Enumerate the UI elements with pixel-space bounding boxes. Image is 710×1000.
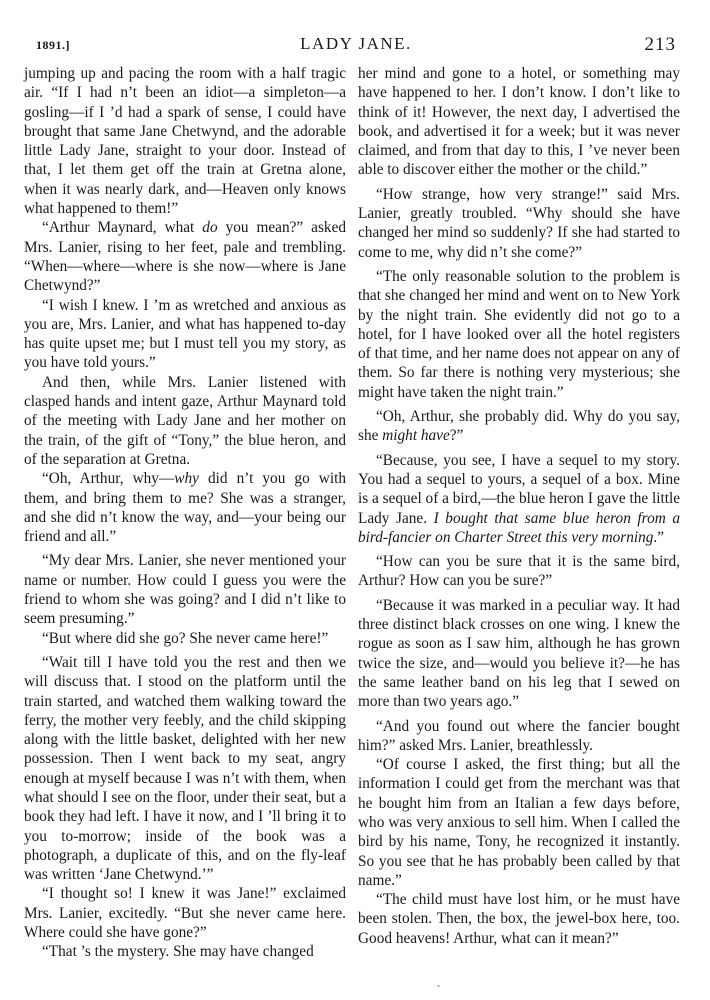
paragraph: “Oh, Arthur, she probably did. Why do you say, she might have?” [358,408,680,445]
paragraph: “The child must have lost him, or he must have been stolen. Then, the box, the jewel-box here, too. Good heavens! Arthur, what can it mean?” [358,891,680,947]
paragraph: “Because it was marked in a peculiar way. It had three distinct black crosses on one wing. I knew the rogue as soon as I saw him, although he has grown twice the size, and—would you believe it?—he has the same leather band on his leg that I sewed on more than two years ago.” [358,596,680,711]
paragraph: “Arthur Maynard, what do you mean?” asked Mrs. Lanier, rising to her feet, pale and trembling. “When—where—where is she now—where is Jane Chetwynd?” [24,219,347,295]
right-column [358,64,680,948]
emphasis: I bought that same blue heron from a bird-fancier on Charter Street this very morning [358,509,680,546]
paragraph: “Oh, Arthur, why—why did n’t you go with them, and bring them to me? She was a stranger, and she did n’t know the way, and—your being our friend and all.” [24,470,347,546]
print-speck [437,985,440,987]
paragraph-continued: her mind and gone to a hotel, or something may have happened to her. I don’t know. I don’t like to think of it! However, the next day, I advertised the book, and advertised it for a week; but it was never claimed, and from that day to this, I ’ve never been able to discover either the mother or the child.” [358,65,680,179]
paragraph: “My dear Mrs. Lanier, she never mentioned your name or number. How could I guess you were the friend to whom she was going? and I did n’t like to seem presuming.” [24,552,346,628]
paragraph: And then, while Mrs. Lanier listened with clasped hands and intent gaze, Arthur Maynard told of the meeting with Lady Jane and her mother on the train, of the gift of “Tony,” the blue heron, and of the separation at Gretna. [24,373,346,468]
page-number: 213 [644,34,676,55]
paragraph: “I wish I knew. I ’m as wretched and anxious as you are, Mrs. Lanier, and what has happened to-day has quite upset me; but I must tell you my story, as you have told yours.” [24,296,346,372]
paragraph: “Wait till I have told you the rest and then we will discuss that. I stood on the platform until the train started, and watched them walking toward the ferry, the mother very feebly, and the child skipping along with the little basket, delighted with her new possession. Then I went back to my seat, angry enough at myself because I was n’t with them, when what should I see on the floor, under their seat, but a book they had left. I have it now, and I ’ll bring it to you to-morrow; inside of the book was a photograph, a duplicate of this, and on the fly-leaf was written ‘Jane Chetwynd.’” [24,653,346,884]
paragraph: “How strange, how very strange!” said Mrs. Lanier, greatly troubled. “Why should she have changed her mind so suddenly? If she had started to come to me, why did n’t she come?” [358,185,680,261]
left-column [24,64,346,962]
paragraph: “Because, you see, I have a sequel to my story. You had a sequel to yours, a sequel of a box. Mine is a sequel of a bird,—the blue heron I gave the little Lady Jane. I bought that same blue heron from a bird-fancier on Charter Street this very morning.” [358,451,680,546]
paragraph: “But where did she go? She never came here!” [42,629,329,647]
running-header [36,34,676,58]
paragraph: “How can you be sure that it is the same bird, Arthur? How can you be sure?” [358,553,680,590]
header-title: LADY JANE. [300,34,412,53]
paragraph: “The only reasonable solution to the problem is that she changed her mind and went on to New York by the night train. She evidently did not go to a hotel, for I have looked over all the hotel registers of that time, and her name does not appear on any of them. So far there is nothing very mysterious; she might have taken the night train.” [358,267,680,401]
emphasis: why [174,470,199,488]
header-year: 1891.] [36,38,70,52]
emphasis: might have [382,427,450,445]
paragraph: “I thought so! I knew it was Jane!” exclaimed Mrs. Lanier, excitedly. “But she never came here. Where could she have gone?” [24,885,346,942]
paragraph: “And you found out where the fancier bought him?” asked Mrs. Lanier, breathlessly. [358,717,680,754]
emphasis: do [202,219,218,237]
paragraph-continued: jumping up and pacing the room with a half tragic air. “If I had n’t been an idiot—a simpleton—a gosling—if I ’d had a spark of sense, I could have brought that same Jane Chetwynd, and the adorable little Lady Jane, straight to your door. Instead of that, I let them get off the train at Gretna alone, when it was nearly dark, and—Heaven only knows what happened to them!” [24,65,346,218]
paragraph-runover: “That ’s the mystery. She may have changed [42,943,314,961]
paragraph: “Of course I asked, the first thing; but all the information I could get from the merchant was that he bought him from an Italian a few days before, who was very anxious to sell him. When I called the bird by his name, Tony, he recognized it instantly. So you see that he has probably been called by that name.” [358,756,680,889]
